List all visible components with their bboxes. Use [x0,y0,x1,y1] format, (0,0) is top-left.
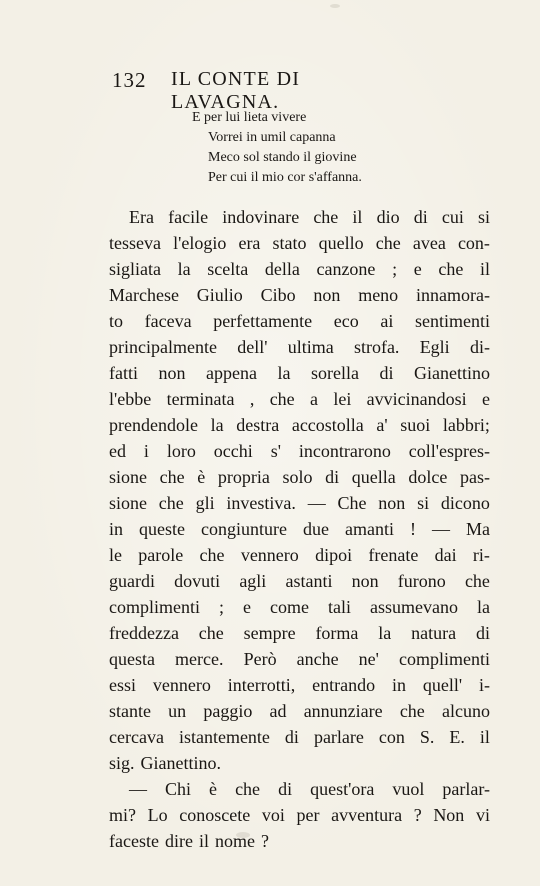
word: e [413,259,422,279]
prose-line [129,776,490,802]
word: che [313,207,339,227]
word: non [313,285,341,305]
word: ; [392,259,398,279]
word: ultima [287,337,334,357]
word: della [264,259,300,279]
word: dovuti [174,571,221,591]
word: Gianettino. [140,753,221,773]
word: come [270,597,309,617]
word: S. [419,727,435,747]
word: scelta [207,259,249,279]
word: di [379,363,394,383]
word: congiunture [201,519,287,539]
prose-line [109,646,490,672]
word: pas- [459,467,490,487]
word: forma [315,623,359,643]
prose-line [109,620,490,646]
word: avventura [331,805,403,825]
word: ; [218,597,224,617]
word: a [310,389,318,409]
word: lei [333,389,352,409]
word: l'elogio [173,233,227,253]
prose-line [129,204,490,230]
word: guardi [109,571,155,591]
word: complimenti [398,649,490,669]
word: in [109,519,124,539]
prose-line [109,542,490,568]
word: di [284,727,299,747]
word: vennero [152,675,211,695]
running-title: IL CONTE DI LAVAGNA. [171,68,301,113]
word: è [197,467,206,487]
word: che [198,623,224,643]
word: accostolla [291,415,364,435]
word: non [378,493,406,513]
word: sempre [243,623,296,643]
prose-line [109,828,490,854]
word: la [476,597,490,617]
prose-line [109,594,490,620]
word: Che [337,493,367,513]
word: la [210,415,224,435]
prose-line [109,464,490,490]
word: freddezza [109,623,179,643]
word: dolce [408,467,448,487]
word: — [431,519,450,539]
word: di [278,779,293,799]
word: sig. [109,753,135,773]
word: in [391,675,406,695]
verse-line: E per lui lieta vivere [192,110,307,125]
word: strofa. [353,337,400,357]
word: che [235,779,261,799]
word: investiva. [226,493,296,513]
prose-line [109,256,490,282]
word: agli [239,571,267,591]
word: avvicinandosi [366,389,467,409]
word: ai [380,311,394,331]
word: E. [449,727,465,747]
word: dire [164,831,193,851]
word: eco [333,311,359,331]
word: appena [206,363,257,383]
prose-line [109,724,490,750]
word: a' [376,415,388,435]
word: — [307,493,326,513]
word: Marchese [109,285,179,305]
word: due [302,519,329,539]
paper-smudge [330,4,340,8]
prose-line [109,360,490,386]
word: è [209,779,218,799]
word: non [158,363,186,383]
word: il [352,207,363,227]
word: mi? [109,805,136,825]
word: parlare [313,727,364,747]
word: cercava [109,727,164,747]
word: destra [236,415,280,435]
word: dell' [237,337,268,357]
word: , [249,389,255,409]
word: la [378,623,392,643]
word: occhi [213,441,253,461]
word: si [417,493,430,513]
prose-line [109,516,490,542]
word: Non [433,805,465,825]
prose-line [109,802,490,828]
word: parole [138,545,184,565]
word: non [351,571,379,591]
word: s' [270,441,281,461]
word: che [375,233,401,253]
word: facile [168,207,209,227]
word: si [477,207,490,227]
word: ? [260,831,269,851]
word: nome [214,831,255,851]
word: conoscete [179,805,251,825]
verse-line: Per cui il mio cor s'affanna. [208,170,362,185]
word: canzone [316,259,376,279]
word: che [269,389,295,409]
paper-smudge [236,832,250,838]
prose-line [109,230,490,256]
prose-line [109,438,490,464]
word: le [109,545,122,565]
word: quella [351,467,396,487]
word: astanti [285,571,333,591]
word: paggio [203,701,253,721]
word: il [479,259,490,279]
word: voi [261,805,285,825]
word: amanti [344,519,394,539]
word: anche [296,649,339,669]
word: un [168,701,187,721]
word: terminata [166,389,235,409]
word: Era [129,207,154,227]
word: che [438,259,464,279]
word: che [199,545,225,565]
word: e [481,389,490,409]
word: per [296,805,320,825]
word: dipoi [315,545,353,565]
word: prendendole [109,415,198,435]
word: sigliata [109,259,161,279]
word: queste [139,519,185,539]
word: to [109,311,124,331]
word: ! [409,519,416,539]
prose-line [109,386,490,412]
word: tesseva [109,233,161,253]
word: solo [282,467,313,487]
page-header [112,68,412,113]
word: perfettamente [213,311,313,331]
word: ? [413,805,422,825]
word: ri- [472,545,490,565]
word: assumevano [369,597,458,617]
word: i- [478,675,490,695]
word: principalmente [109,337,217,357]
word: dicono [440,493,490,513]
word: il [198,831,209,851]
word: Chi [165,779,192,799]
word: Ma [465,519,490,539]
word: Giulio [196,285,243,305]
word: Cibo [260,285,296,305]
prose-line [109,568,490,594]
word: cui [441,207,464,227]
word: incontrarono [298,441,391,461]
word: sione [109,467,147,487]
word: Gianettino [413,363,490,383]
word: coll'espres- [408,441,490,461]
word: e [243,597,251,617]
prose-line [109,750,490,776]
word: alcuno [441,701,490,721]
word: stato [272,233,307,253]
prose-line [109,672,490,698]
word: di [325,467,340,487]
word: natura [411,623,457,643]
word: innamora- [415,285,490,305]
word: era [238,233,261,253]
word: quello [318,233,364,253]
word: ed [109,441,126,461]
word: meno [358,285,399,305]
page-number: 132 [112,68,147,92]
word: il [479,727,490,747]
word: vennero [240,545,299,565]
word: propria [217,467,270,487]
word: quest'ora [310,779,375,799]
word: con [378,727,405,747]
word: merce. [175,649,224,669]
word: la [277,363,291,383]
word: questa [109,649,155,669]
word: vi [475,805,490,825]
word: entrando [312,675,376,695]
word: suoi [400,415,431,435]
word: ne' [358,649,379,669]
word: furono [397,571,446,591]
word: avea [412,233,446,253]
word: indovinare [222,207,300,227]
prose-line [109,334,490,360]
word: che [158,493,184,513]
word: sentimenti [414,311,490,331]
prose-line [109,412,490,438]
word: Egli [419,337,450,357]
word: vuol [392,779,425,799]
word: l'ebbe [109,389,152,409]
word: annunziare [303,701,383,721]
word: Lo [147,805,168,825]
word: dai [434,545,457,565]
word: labbri; [442,415,490,435]
word: che [399,701,425,721]
word: parlar- [442,779,490,799]
word: di [475,623,490,643]
prose-line [109,490,490,516]
prose-line [109,308,490,334]
word: dio [376,207,400,227]
prose-line [109,698,490,724]
word: frenate [368,545,419,565]
verse-line: Meco sol stando il giovine [208,150,357,165]
word: quell' [422,675,463,695]
word: fatti [109,363,138,383]
word: — [129,779,147,799]
word: con- [457,233,490,253]
word: faceva [144,311,192,331]
word: Però [243,649,277,669]
word: che [464,571,490,591]
word: interrotti, [227,675,296,695]
word: la [177,259,191,279]
word: che [159,467,185,487]
word: complimenti [109,597,200,617]
word: stante [109,701,151,721]
word: tali [327,597,351,617]
word: di- [469,337,490,357]
word: sorella [310,363,359,383]
word: faceste [109,831,159,851]
word: sione [109,493,147,513]
word: ad [269,701,287,721]
prose-line [109,282,490,308]
word: istantemente [178,727,270,747]
word: i [143,441,149,461]
verse-line: Vorrei in umil capanna [208,130,336,145]
word: gli [195,493,215,513]
word: essi [109,675,136,695]
word: di [413,207,428,227]
word: loro [166,441,196,461]
